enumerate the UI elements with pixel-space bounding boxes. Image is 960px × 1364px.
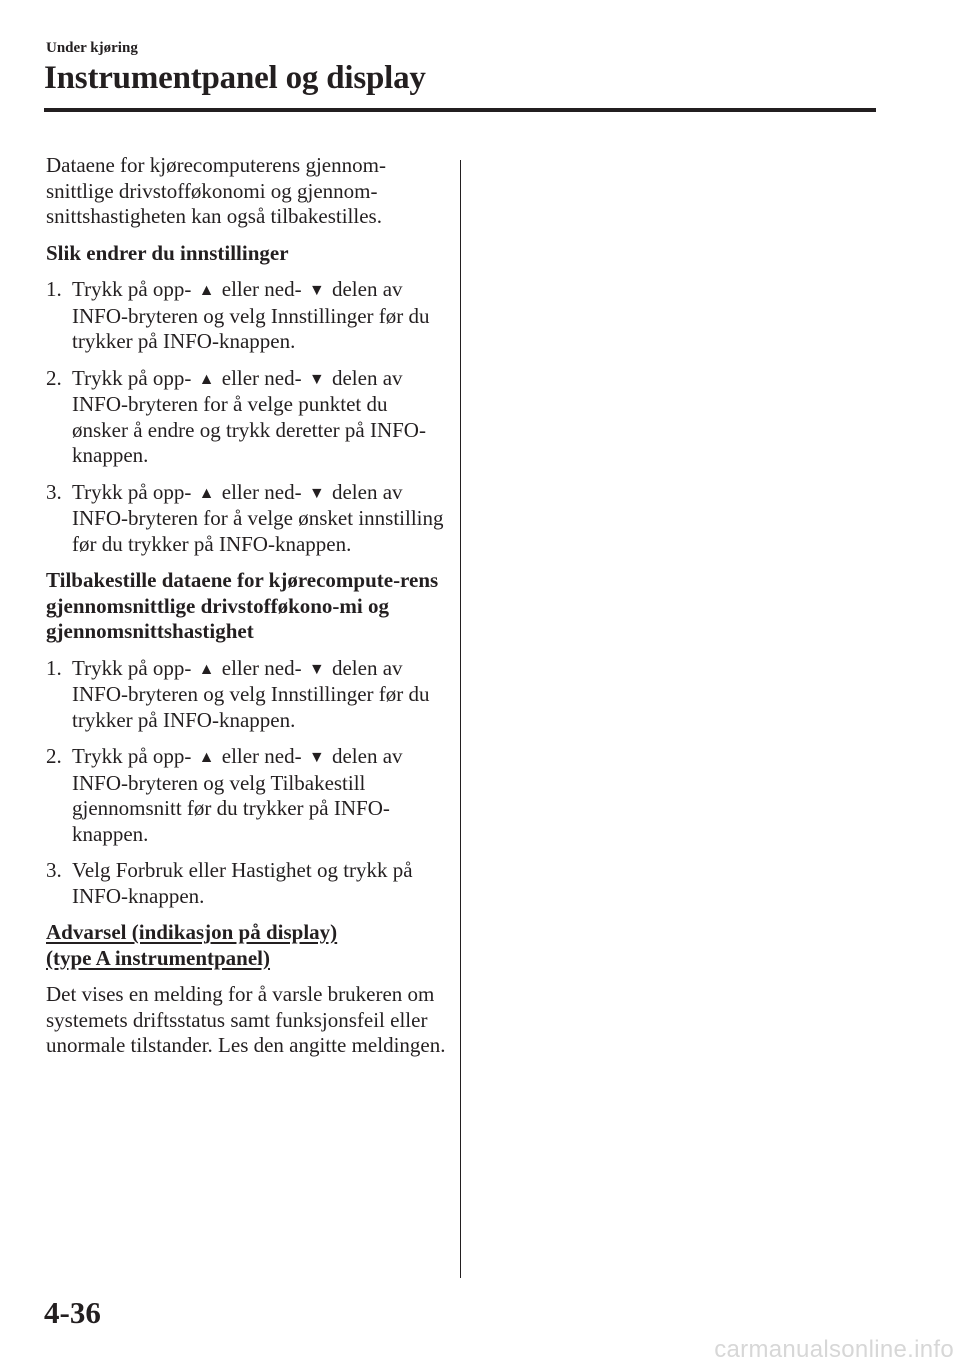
step-number: 3. <box>46 479 62 504</box>
step-text <box>72 744 446 847</box>
triangle-down-icon: ▼ <box>308 370 325 388</box>
warning-heading <box>46 920 446 971</box>
list-item <box>46 858 446 909</box>
intro-paragraph: Dataene for kjørecomputerens gjennom-snittlige drivstofføkonomi og gjennom-snittshastigheten kan også tilbakestilles. <box>46 153 386 228</box>
settings-heading: Slik endrer du innstillinger <box>46 240 289 265</box>
step-text-b: eller ned- <box>221 277 302 301</box>
step-text-c: delen av INFO-bryteren og velg Tilbakestill gjennomsnitt før du trykker på INFO-knappen. <box>72 744 403 846</box>
step-text-a: Trykk på opp- <box>72 479 192 504</box>
warning-paragraph: Det vises en melding for å varsle brukeren om systemets driftsstatus samt funksjonsfeil eller unormale tilstander. Les den angitte meldingen. <box>46 982 446 1057</box>
triangle-down-icon: ▼ <box>308 282 325 299</box>
warning-heading-line1: Advarsel (indikasjon på display) <box>46 920 338 944</box>
step-text-a: Trykk på opp- <box>72 277 192 301</box>
step-text-c: delen av INFO-bryteren og velg Innstillinger før du trykker på INFO-knappen. <box>72 655 430 732</box>
step-text-a: Trykk på opp- <box>72 655 192 680</box>
step-text-a: Trykk på opp- <box>72 744 192 768</box>
title-rule <box>44 108 876 112</box>
reset-steps <box>46 656 446 910</box>
step-text-c: delen av INFO-bryteren for å velge punktet du ønsker å endre og trykk deretter på INFO-knappen. <box>72 365 426 467</box>
list-item <box>46 366 446 469</box>
list-item <box>46 277 446 355</box>
warning-heading-line2: (type A instrumentpanel) <box>46 945 271 970</box>
triangle-up-icon: ▲ <box>198 370 215 388</box>
step-text <box>72 656 446 734</box>
step-text-b: eller ned- <box>221 365 302 390</box>
step-text-c: delen av INFO-bryteren for å velge ønsket innstilling før du trykker på INFO-knappen. <box>72 479 444 556</box>
step-text-a: Trykk på opp- <box>72 365 192 390</box>
triangle-down-icon: ▼ <box>308 484 325 502</box>
triangle-down-icon: ▼ <box>308 660 325 678</box>
step-number: 2. <box>46 365 62 390</box>
list-item <box>46 480 446 558</box>
step-text-b: eller ned- <box>221 655 302 680</box>
step-text <box>72 366 446 469</box>
page-number: 4-36 <box>44 1295 101 1330</box>
chapter-title: Instrumentpanel og display <box>44 60 426 96</box>
triangle-down-icon: ▼ <box>308 749 325 766</box>
triangle-up-icon: ▲ <box>198 484 215 502</box>
triangle-up-icon: ▲ <box>198 660 215 678</box>
step-text <box>72 480 446 558</box>
step-text-c: delen av INFO-bryteren og velg Innstillinger før du trykker på INFO-knappen. <box>72 277 430 353</box>
step-text-b: eller ned- <box>221 744 302 768</box>
step-number: 3. <box>46 858 62 882</box>
reset-heading: Tilbakestille dataene for kjørecompute-rens gjennomsnittlige drivstofføkono-mi og gjennomsnittshastighet <box>46 568 439 643</box>
left-column <box>46 153 446 1070</box>
step-text <box>72 277 446 355</box>
watermark: carmanualsonline.info <box>714 1336 954 1363</box>
list-item <box>46 656 446 734</box>
triangle-up-icon: ▲ <box>198 749 215 766</box>
section-label: Under kjøring <box>46 40 138 56</box>
step-number: 1. <box>46 655 62 680</box>
step-number: 1. <box>46 277 62 301</box>
step-number: 2. <box>46 744 62 768</box>
triangle-up-icon: ▲ <box>198 282 215 299</box>
settings-steps <box>46 277 446 557</box>
column-divider <box>460 160 461 1278</box>
step-text: Velg Forbruk eller Hastighet og trykk på INFO-knappen. <box>72 858 413 908</box>
step-text-b: eller ned- <box>221 479 302 504</box>
list-item <box>46 744 446 847</box>
